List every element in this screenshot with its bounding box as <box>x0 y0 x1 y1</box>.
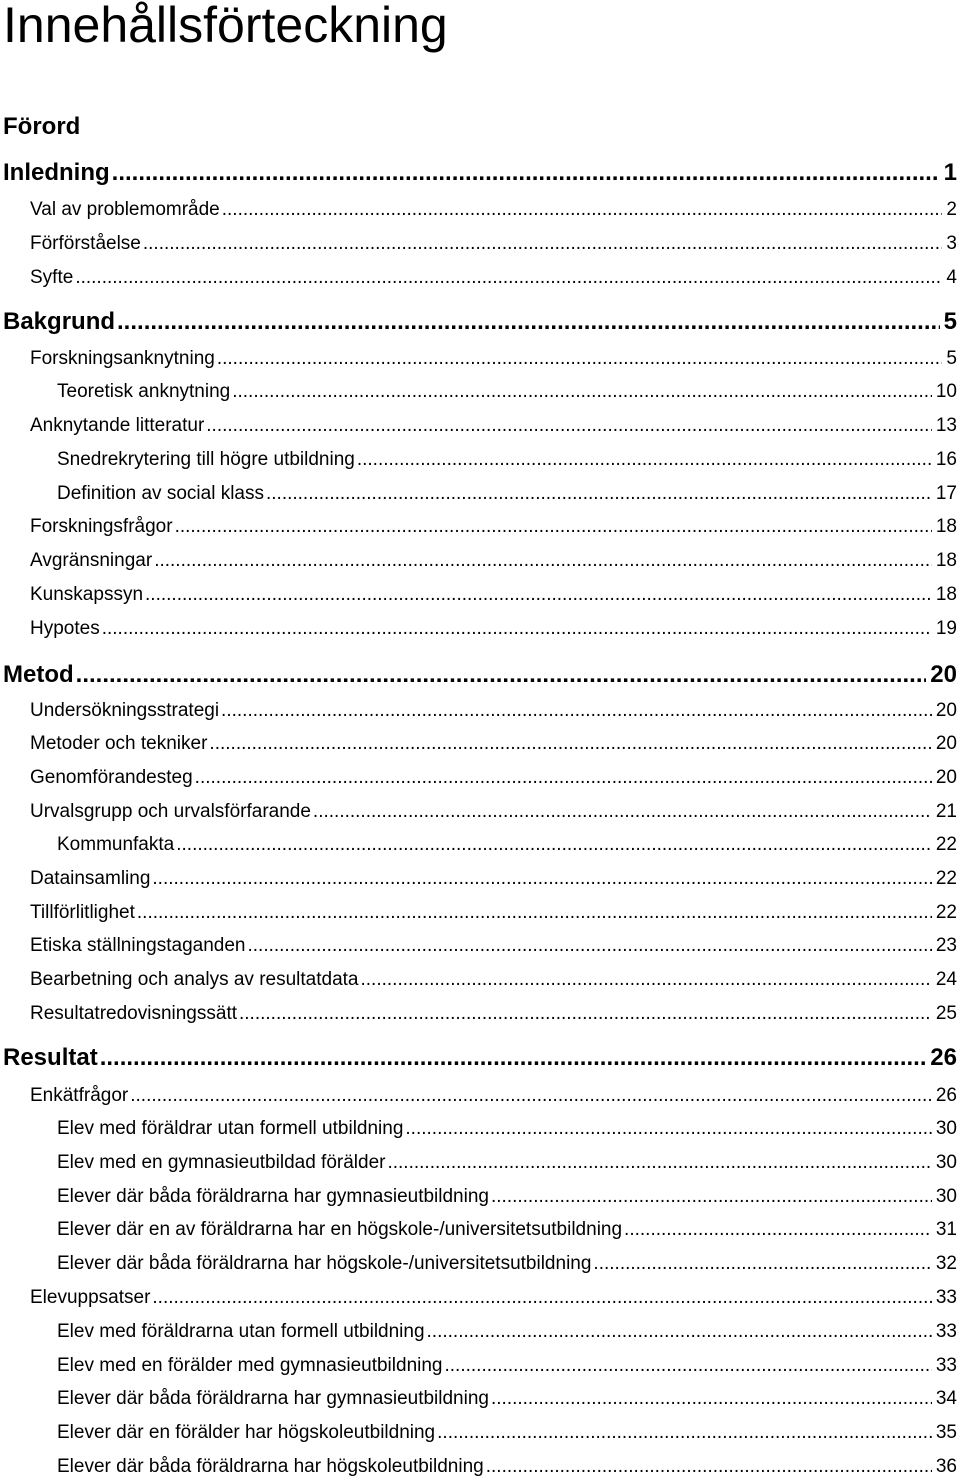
dot-leader <box>361 967 932 993</box>
toc-chapter[interactable] <box>3 660 957 690</box>
toc-entry-title: Elev med en gymnasieutbildad förälder <box>57 1152 386 1173</box>
toc-entry[interactable] <box>57 1116 957 1142</box>
toc-page-number: 20 <box>930 661 957 688</box>
toc-entry[interactable] <box>57 379 957 405</box>
toc-entry[interactable] <box>57 1454 957 1480</box>
dot-leader <box>437 1420 932 1446</box>
toc-entry[interactable] <box>30 698 957 724</box>
toc-entry[interactable] <box>30 866 957 892</box>
toc-entry-title: Urvalsgrupp och urvalsförfarande <box>30 801 311 822</box>
toc-entry[interactable] <box>30 967 957 993</box>
toc-entry-title: Forskningsanknytning <box>30 348 215 369</box>
dot-leader <box>76 660 927 690</box>
toc-page-number: 20 <box>935 733 957 754</box>
dot-leader <box>130 1083 932 1109</box>
toc-entry[interactable] <box>30 346 957 372</box>
toc-page-number: 23 <box>935 935 957 956</box>
toc-chapter[interactable] <box>3 158 957 188</box>
toc-page-number: 33 <box>935 1321 957 1342</box>
dot-leader <box>152 1285 931 1311</box>
toc-entry[interactable] <box>30 933 957 959</box>
toc-page-number: 3 <box>946 233 957 254</box>
dot-leader <box>206 413 932 439</box>
toc-entry-title: Kunskapssyn <box>30 584 144 605</box>
dot-leader <box>486 1454 932 1480</box>
toc-page-number: 18 <box>935 584 957 605</box>
toc-entry-title: Undersökningsstrategi <box>30 700 220 721</box>
dot-leader <box>491 1386 932 1412</box>
dot-leader <box>247 933 931 959</box>
toc-entry-title: Elever där båda föräldrarna har högskole-/universitetsutbildning <box>57 1253 592 1274</box>
dot-leader <box>209 731 931 757</box>
dot-leader <box>624 1217 932 1243</box>
toc-entry[interactable] <box>57 447 957 473</box>
dot-leader <box>154 548 932 574</box>
toc-entry-title: Inledning <box>3 159 110 186</box>
toc-entry[interactable] <box>57 1420 957 1446</box>
toc-page-number: 18 <box>935 550 957 571</box>
toc-entry[interactable] <box>30 548 957 574</box>
toc-page-number: 33 <box>935 1287 957 1308</box>
toc-page-number: 20 <box>935 767 957 788</box>
toc-page-number: 36 <box>935 1456 957 1477</box>
dot-leader <box>222 197 943 223</box>
toc-entry-title: Syfte <box>30 267 74 288</box>
dot-leader <box>593 1251 931 1277</box>
toc-entry[interactable] <box>30 1083 957 1109</box>
toc-page-number: 19 <box>935 618 957 639</box>
toc-entry[interactable] <box>30 197 957 223</box>
toc-entry-title: Genomförandesteg <box>30 767 193 788</box>
toc-page-number: 30 <box>935 1186 957 1207</box>
toc-page-number: 34 <box>935 1388 957 1409</box>
toc-entry[interactable] <box>30 1001 957 1027</box>
toc-entry-title: Elever där båda föräldrarna har gymnasieutbildning <box>57 1186 489 1207</box>
dot-leader <box>239 1001 932 1027</box>
toc-entry-title: Förförståelse <box>30 233 141 254</box>
toc-entry-title: Tillförlitlighet <box>30 902 135 923</box>
dot-leader <box>445 1353 932 1379</box>
dot-leader <box>143 231 943 257</box>
toc-entry-title: Enkätfrågor <box>30 1085 129 1106</box>
toc-page-number: 16 <box>935 449 957 470</box>
dot-leader <box>176 832 932 858</box>
toc-entry[interactable] <box>30 231 957 257</box>
dot-leader <box>175 514 932 540</box>
toc-page-number: 31 <box>935 1219 957 1240</box>
toc-page-number: 33 <box>935 1355 957 1376</box>
dot-leader <box>100 1043 927 1073</box>
toc-entry-title: Elev med en förälder med gymnasieutbildning <box>57 1355 443 1376</box>
toc-entry[interactable] <box>30 765 957 791</box>
toc-page-number: 32 <box>935 1253 957 1274</box>
toc-entry-title: Elev med föräldrarna utan formell utbildning <box>57 1321 425 1342</box>
dot-leader <box>266 481 932 507</box>
dot-leader <box>117 307 940 337</box>
toc-entry[interactable] <box>57 1150 957 1176</box>
toc-page-number: 18 <box>935 516 957 537</box>
toc-entry-title: Hypotes <box>30 618 100 639</box>
toc-page-number: 25 <box>935 1003 957 1024</box>
toc-entry[interactable] <box>57 1217 957 1243</box>
toc-page-number: 24 <box>935 969 957 990</box>
toc-entry[interactable] <box>30 731 957 757</box>
toc-entry[interactable] <box>57 1386 957 1412</box>
toc-entry-title: Resultat <box>3 1044 98 1071</box>
toc-entry[interactable] <box>30 799 957 825</box>
toc-entry-title: Bearbetning och analys av resultatdata <box>30 969 359 990</box>
toc-entry-title: Resultatredovisningssätt <box>30 1003 237 1024</box>
page-title: Innehållsförteckning <box>3 0 448 53</box>
toc-entry-title: Datainsamling <box>30 868 151 889</box>
toc-chapter[interactable] <box>3 307 957 337</box>
toc-entry[interactable] <box>30 900 957 926</box>
toc-page-number: 5 <box>946 348 957 369</box>
toc-page-number: 30 <box>935 1152 957 1173</box>
toc-entry-title: Metod <box>3 661 74 688</box>
toc-page-number: 22 <box>935 902 957 923</box>
toc-entry-title: Etiska ställningstaganden <box>30 935 246 956</box>
toc-entry[interactable] <box>57 1319 957 1345</box>
toc-entry-title: Elever där båda föräldrarna har gymnasieutbildning <box>57 1388 489 1409</box>
toc-entry-title: Elever där en av föräldrarna har en högskole-/universitetsutbildning <box>57 1219 623 1240</box>
toc-entry-title: Snedrekrytering till högre utbildning <box>57 449 355 470</box>
toc-page-number: 13 <box>935 415 957 436</box>
toc-entry-title: Metoder och tekniker <box>30 733 208 754</box>
toc-entry-title: Definition av social klass <box>57 483 264 504</box>
toc-entry-title: Elev med föräldrar utan formell utbildning <box>57 1118 404 1139</box>
dot-leader <box>145 582 932 608</box>
toc-page-number: 35 <box>935 1422 957 1443</box>
toc-page-number: 20 <box>935 700 957 721</box>
dot-leader <box>232 379 932 405</box>
foreword-heading: Förord <box>3 113 81 140</box>
toc-entry[interactable] <box>57 832 957 858</box>
dot-leader <box>102 616 932 642</box>
dot-leader <box>217 346 943 372</box>
toc-entry-title: Elever där båda föräldrarna har högskoleutbildning <box>57 1456 484 1477</box>
dot-leader <box>221 698 932 724</box>
toc-entry[interactable] <box>57 1184 957 1210</box>
toc-entry-title: Val av problemområde <box>30 199 220 220</box>
toc-page-number: 1 <box>943 159 957 186</box>
toc-entry[interactable] <box>57 481 957 507</box>
dot-leader <box>195 765 932 791</box>
toc-entry[interactable] <box>30 582 957 608</box>
toc-entry-title: Avgränsningar <box>30 550 153 571</box>
toc-chapter[interactable] <box>3 1043 957 1073</box>
toc-page-number: 2 <box>946 199 957 220</box>
toc-page-number: 30 <box>935 1118 957 1139</box>
toc-page-number: 26 <box>930 1044 957 1071</box>
toc-page-number: 22 <box>935 834 957 855</box>
dot-leader <box>491 1184 932 1210</box>
dot-leader <box>427 1319 932 1345</box>
toc-page-number: 17 <box>935 483 957 504</box>
toc-entry-title: Anknytande litteratur <box>30 415 205 436</box>
toc-entry[interactable] <box>30 616 957 642</box>
dot-leader <box>387 1150 931 1176</box>
dot-leader <box>313 799 932 825</box>
toc-entry-title: Kommunfakta <box>57 834 175 855</box>
toc-page-number: 21 <box>935 801 957 822</box>
toc-entry-title: Teoretisk anknytning <box>57 381 231 402</box>
toc-entry[interactable] <box>57 1353 957 1379</box>
dot-leader <box>152 866 931 892</box>
toc-entry-title: Bakgrund <box>3 308 116 335</box>
toc-page-number: 26 <box>935 1085 957 1106</box>
toc-entry-title: Elever där en förälder har högskoleutbildning <box>57 1422 436 1443</box>
toc-page-number: 4 <box>946 267 957 288</box>
toc-page-number: 10 <box>935 381 957 402</box>
dot-leader <box>137 900 932 926</box>
toc-entry[interactable] <box>30 413 957 439</box>
dot-leader <box>112 158 940 188</box>
dot-leader <box>357 447 932 473</box>
toc-entry[interactable] <box>30 514 957 540</box>
toc-entry-title: Elevuppsatser <box>30 1287 151 1308</box>
toc-page-number: 5 <box>943 308 957 335</box>
toc-page-number: 22 <box>935 868 957 889</box>
toc-entry-title: Forskningsfrågor <box>30 516 173 537</box>
dot-leader <box>405 1116 931 1142</box>
toc-entry[interactable] <box>30 1285 957 1311</box>
dot-leader <box>75 265 942 291</box>
toc-entry[interactable] <box>57 1251 957 1277</box>
toc-entry[interactable] <box>30 265 957 291</box>
